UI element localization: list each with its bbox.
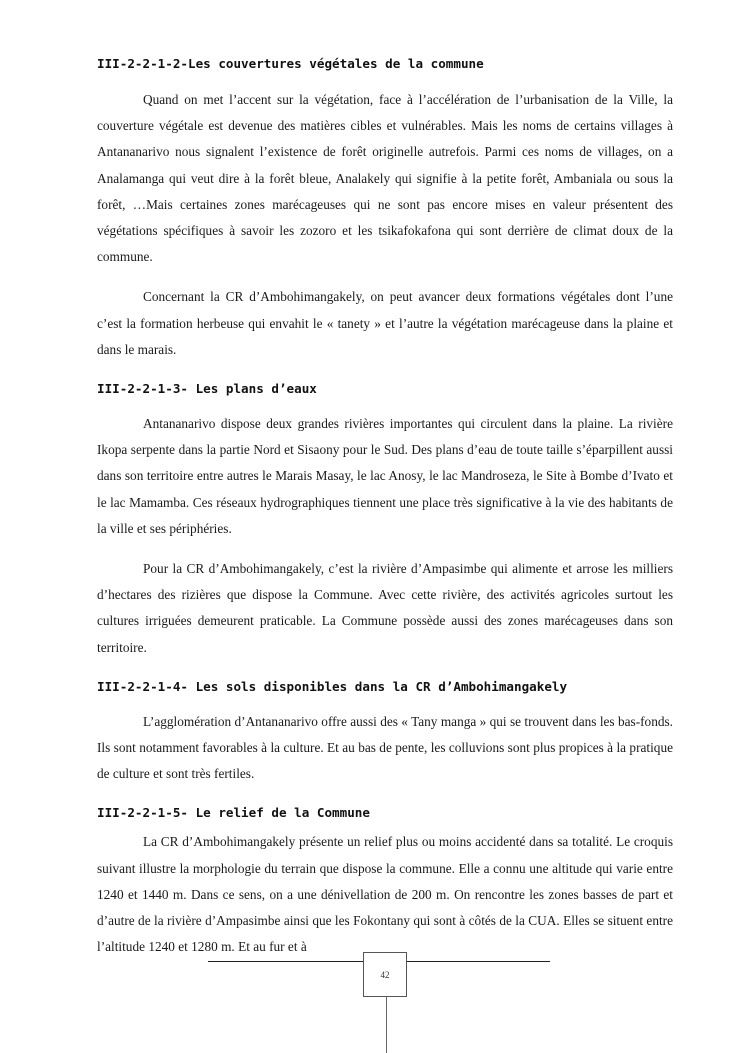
paragraph-soils: L’agglomération d’Antananarivo offre aussi des « Tany manga » qui se trouvent dans les bas-fonds. Ils sont notamment favorables à la culture. Et au bas de pente, les colluvions sont plus propices à la pratique de culture et sont très fertiles. — [97, 713, 673, 782]
page-number-box — [363, 952, 407, 997]
paragraph-vegetation-2: Concernant la CR d’Ambohimangakely, on peut avancer deux formations végétales dont l’une c’est la formation herbeuse qui envahit le « tanety » et l’autre la végétation marécageuse dans la plaine et dans le marais. — [97, 289, 673, 357]
heading-relief: III-2-2-1-5- Le relief de la Commune — [97, 805, 370, 821]
paragraph-relief: La CR d’Ambohimangakely présente un relief plus ou moins accidenté dans sa totalité. Le croquis suivant illustre la morphologie du terrain que dispose la commune. Elle a connu une altitude qui varie entre 1240 et 1440 m. Dans ce sens, on a une dénivellation de 200 m. On rencontre les zones basses de part et d’autre de la rivière d’Ampasimbe ainsi que les Fokontany qui sont à côtés de la CUA. Elles se situent entre l’altitude 1240 et 1280 m. Et au fur et à — [97, 834, 673, 955]
footer-stem-line — [386, 996, 387, 1053]
page-content — [97, 54, 673, 960]
heading-water-bodies: III-2-2-1-3- Les plans d’eaux — [97, 381, 317, 397]
page-number: 42 — [380, 969, 390, 980]
heading-vegetation: III-2-2-1-2-Les couvertures végétales de la commune — [97, 56, 484, 71]
heading-soils: III-2-2-1-4- Les sols disponibles dans la CR d’Ambohimangakely — [97, 678, 568, 694]
paragraph-vegetation-1: Quand on met l’accent sur la végétation, face à l’accélération de l’urbanisation de la Ville, la couverture végétale est devenue des matières cibles et vulnérables. Mais les noms de certains villages à Antananarivo nous signalent l’existence de forêt originelle autrefois. Parmi ces noms de villages, on a Analamanga qui veut dire à la forêt bleue, Analakely qui signifie à la petite forêt, Ambaniala ou sous la forêt, …Mais certaines zones marécageuses qui ne sont pas encore mises en valeur présentent des végétations spécifiques à savoir les zozoro et les tsikafokafona qui sont derrière de climat doux de la commune. — [97, 92, 673, 265]
paragraph-water-1: Antananarivo dispose deux grandes rivières importantes qui circulent dans la plaine. La rivière Ikopa serpente dans la partie Nord et Sisaony pour le Sud. Des plans d’eau de toute taille s’éparpillent aussi dans son territoire entre autres le Marais Masay, le lac Anosy, le lac Mandroseza, le Site à Bombe d’Ivato et le lac Mamamba. Ces réseaux hydrographiques tiennent une place très significative à la vie des habitants de la ville et ses périphéries. — [97, 416, 673, 536]
paragraph-water-2: Pour la CR d’Ambohimangakely, c’est la rivière d’Ampasimbe qui alimente et arrose les milliers d’hectares des rizières que dispose la Commune. Avec cette rivière, des activités agricoles surtout les cultures irriguées demeurent praticable. La Commune possède aussi des zones marécageuses dans son territoire. — [97, 561, 673, 655]
